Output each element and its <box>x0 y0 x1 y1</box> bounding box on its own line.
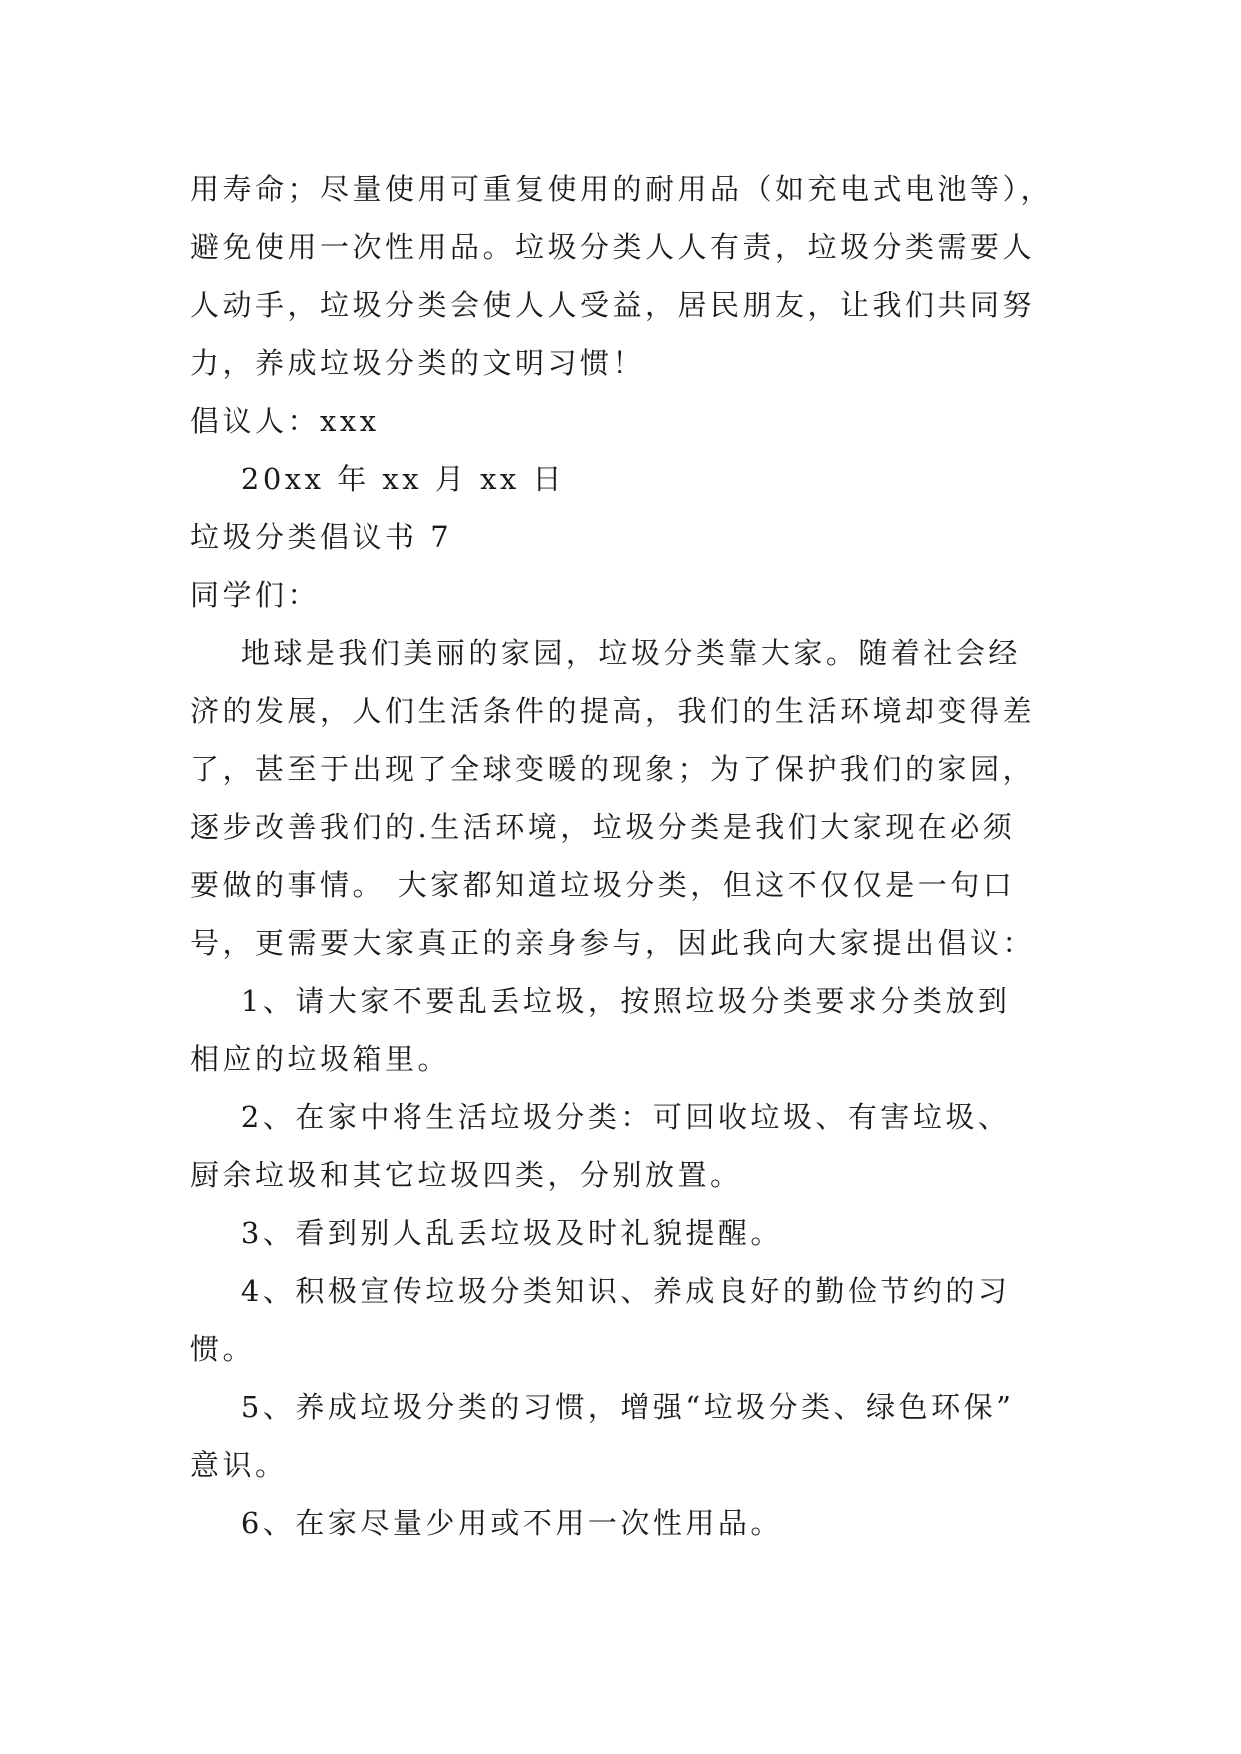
list-item-4: 4、积极宣传垃圾分类知识、养成良好的勤俭节约的习 <box>190 1274 1011 1308</box>
text-line: 力，养成垃圾分类的文明习惯！ <box>190 346 646 380</box>
text-line: 地球是我们美丽的家园，垃圾分类靠大家。随着社会经 <box>190 636 1021 670</box>
section-title: 垃圾分类倡议书 7 <box>190 520 453 554</box>
list-item-1-cont: 相应的垃圾箱里。 <box>190 1042 451 1076</box>
text-line: 逐步改善我们的.生活环境，垃圾分类是我们大家现在必须 <box>190 810 1016 844</box>
salutation: 同学们： <box>190 578 321 612</box>
list-item-2-cont: 厨余垃圾和其它垃圾四类，分别放置。 <box>190 1158 743 1192</box>
text-line: 了，甚至于出现了全球变暖的现象；为了保护我们的家园， <box>190 752 1036 786</box>
text-line: 济的发展，人们生活条件的提高，我们的生活环境却变得差 <box>190 694 1036 728</box>
text-line: 用寿命；尽量使用可重复使用的耐用品（如充电式电池等）， <box>190 172 1054 206</box>
document-page <box>190 160 1054 1552</box>
list-item-4-cont: 惯。 <box>190 1332 256 1366</box>
list-item-1: 1、请大家不要乱丢垃圾，按照垃圾分类要求分类放到 <box>190 984 1011 1018</box>
proposer-line: 倡议人：xxx <box>190 404 380 438</box>
text-line: 号，更需要大家真正的亲身参与，因此我向大家提出倡议： <box>190 926 1036 960</box>
list-item-5: 5、养成垃圾分类的习惯，增强“垃圾分类、绿色环保” <box>190 1390 1015 1424</box>
date-line: 20xx 年 xx 月 xx 日 <box>190 462 565 496</box>
list-item-5-cont: 意识。 <box>190 1448 288 1482</box>
text-line: 要做的事情。 大家都知道垃圾分类，但这不仅仅是一句口 <box>190 868 1016 902</box>
list-item-6: 6、在家尽量少用或不用一次性用品。 <box>190 1506 783 1540</box>
list-item-2: 2、在家中将生活垃圾分类：可回收垃圾、有害垃圾、 <box>190 1100 1011 1134</box>
text-line: 人动手，垃圾分类会使人人受益，居民朋友，让我们共同努 <box>190 288 1036 322</box>
list-item-3: 3、看到别人乱丢垃圾及时礼貌提醒。 <box>190 1216 783 1250</box>
text-line: 避免使用一次性用品。垃圾分类人人有责，垃圾分类需要人 <box>190 230 1036 264</box>
